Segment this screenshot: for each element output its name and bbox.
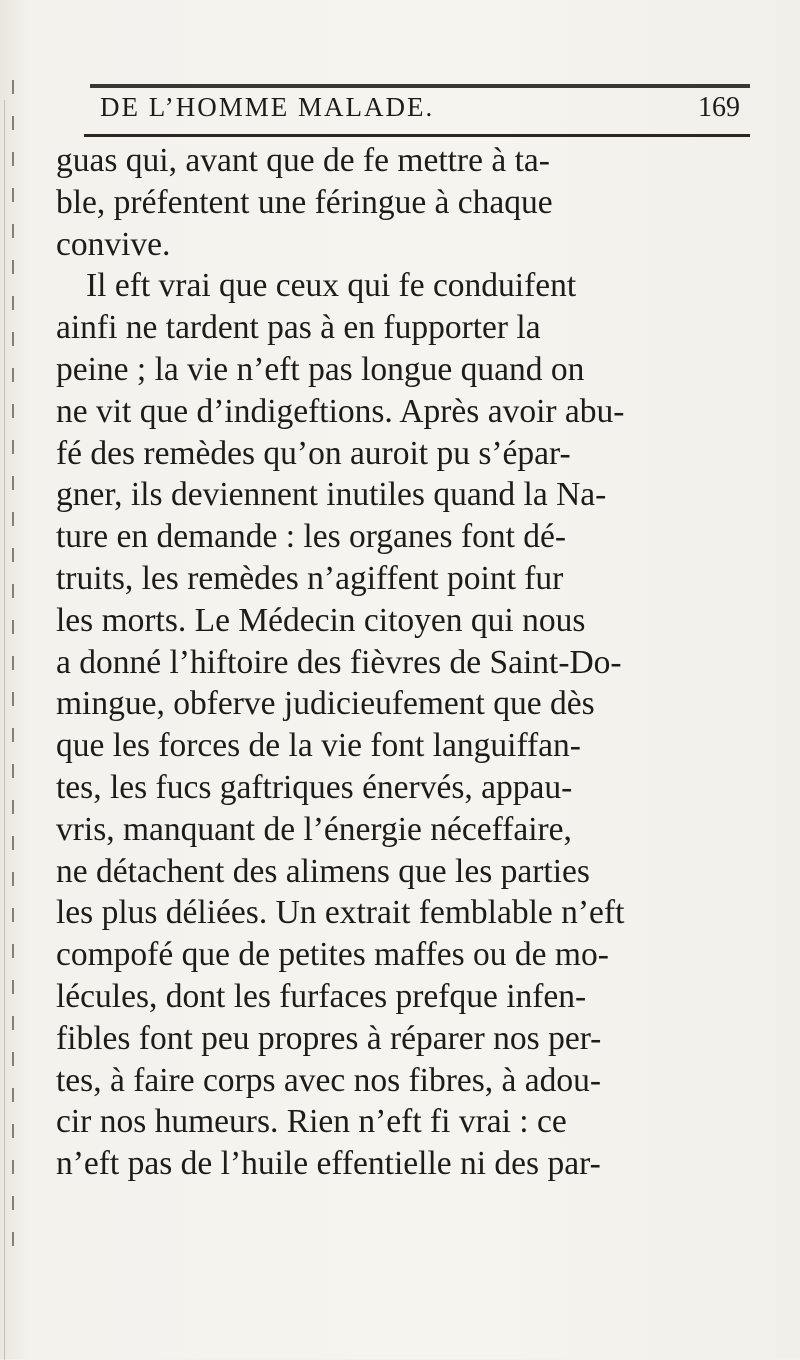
running-title: DE L’HOMME MALADE. xyxy=(100,92,435,122)
text-line: fibles font peu propres à réparer nos per- xyxy=(56,1019,602,1057)
text-line: tes, à faire corps avec nos fibres, à adou- xyxy=(56,1061,602,1099)
text-line: gner, ils deviennent inutiles quand la Na- xyxy=(56,476,607,514)
text-line: a donné l’hiftoire des fièvres de Saint-Do- xyxy=(56,643,622,681)
top-rule xyxy=(90,84,750,88)
text-line: vris, manquant de l’énergie néceffaire, xyxy=(56,810,572,848)
body-text xyxy=(56,140,756,1185)
text-line: ne vit que d’indigeftions. Après avoir abu- xyxy=(56,392,625,430)
text-line: guas qui, avant que de fe mettre à ta- xyxy=(56,142,550,179)
text-line: n’eft pas de l’huile effentielle ni des par- xyxy=(56,1145,601,1183)
page-gutter-shadow xyxy=(4,100,5,1360)
text-line: ture en demande : les organes font dé- xyxy=(56,518,567,556)
text-line: lécules, dont les furfaces prefque infen- xyxy=(56,977,587,1015)
page-number: 169 xyxy=(698,92,740,123)
text-line: les morts. Le Médecin citoyen qui nous xyxy=(56,601,586,639)
text-line: ne détachent des alimens que les parties xyxy=(56,852,590,890)
text-line: fé des remèdes qu’on auroit pu s’épar- xyxy=(56,434,571,472)
page-gutter-marks xyxy=(12,80,14,1260)
text-line: tes, les fucs gaftriques énervés, appau- xyxy=(56,768,573,806)
text-line: ainfi ne tardent pas à en fupporter la xyxy=(56,309,541,347)
header-rule xyxy=(84,134,750,137)
text-line: que les forces de la vie font languiffan- xyxy=(56,727,581,765)
text-line: peine ; la vie n’eft pas longue quand on xyxy=(56,350,585,388)
text-line: cir nos humeurs. Rien n’eft fi vrai : ce xyxy=(56,1103,567,1141)
text-line: compofé que de petites maffes ou de mo- xyxy=(56,936,609,974)
text-line: ble, préfentent une féringue à chaque xyxy=(56,183,553,221)
text-line: mingue, obferve judicieufement que dès xyxy=(56,685,595,723)
text-line: truits, les remèdes n’agiffent point fur xyxy=(56,559,564,597)
text-line: convive. xyxy=(56,225,171,263)
text-line: Il eft vrai que ceux qui fe conduifent xyxy=(86,267,577,305)
page-header xyxy=(100,92,740,132)
text-line: les plus déliées. Un extrait femblable n’eft xyxy=(56,894,625,932)
